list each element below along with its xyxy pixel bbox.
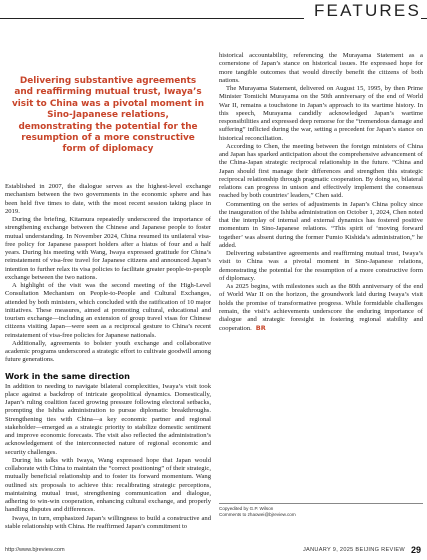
footer-url[interactable]: http://www.bjreview.com	[5, 547, 65, 553]
section-heading: Work in the same direction	[5, 370, 130, 381]
paragraph-last	[219, 283, 423, 334]
paragraph-text: As 2025 begins, with milestones such as the 80th anniversary of the end of World War II on the horizon, the groundwork laid during Iwaya’s visit holds the promise of transformative progress. While formidable challenges remain, the visit’s achievements underscore the enduring importance of dialogue and strategic foresight in fostering regional stability and cooperation.	[219, 283, 423, 333]
paragraph: A highlight of the visit was the second meeting of the High-Level Consultation Mechanism on People-to-People and Cultural Exchanges, attended by both ministers, which concluded with the ratification of 10 major initiatives. These measures, aimed at promoting cultural, educational and tourism exchange—including an extension of group travel visas for Chinese citizens visiting Japan—were seen as a reciprocal gesture to China’s recent reinstatement of visa-free policies for Japanese nationals.	[5, 282, 211, 339]
credits	[219, 503, 423, 519]
paragraph: Additionally, agreements to bolster youth exchange and collaborative academic programs underscored a strategic effort to cultivate goodwill among future generations.	[5, 339, 211, 364]
copyedit-credit: Copyedited by G.P. Wilson	[219, 506, 274, 511]
left-column	[5, 183, 211, 531]
comments-contact: Comments to zhaowei@bjreview.com	[219, 512, 296, 518]
paragraph: During his talks with Iwaya, Wang expressed hope that Japan would collaborate with China to maintain the “correct positioning” of their strategic, mutually beneficial relationship and to foster its forward momentum. Wang outlined six proposals to achieve this: recalibrating strategic perceptions, maintaining mutual trust, strengthening communication and dialogue, adhering to win-win cooperation, enhancing cultural exchange, and properly handling disputes and differences.	[5, 456, 211, 514]
section-label: FEATURES	[304, 2, 421, 20]
paragraph: historical accountability, referencing the Murayama Statement as a cornerstone of Japan’s stance on historical issues. He expressed hope for more tangible outcomes that would directly benefit the citizens of both nations.	[219, 52, 423, 84]
paragraph: According to Chen, the meeting between the foreign ministers of China and Japan has sparked anticipation about the comprehensive advancement of the China-Japan strategic reciprocal relationship in the future. “China and Japan should first manage their differences and strengthen this strategic reciprocal relationship through pragmatic cooperation. By doing so, bilateral relations can progress in unison and effectively implement the consensus reached by both countries’ leaders,” Chen said.	[219, 142, 423, 200]
paragraph: Delivering substantive agreements and reaffirming mutual trust, Iwaya’s visit to China was a pivotal moment in Sino-Japanese relations, demonstrating the potential for the resumption of a more constructive form of diplomacy.	[219, 250, 423, 282]
paragraph: During the briefing, Kitamura repeatedly underscored the importance of strengthening exchange between the Chinese and Japanese people to foster mutual understanding. In November 2024, China resumed its unilateral visa-free policy for Japanese passport holders after a hiatus of four and a half years. During his meeting with Wang, Iwaya expressed gratitude for China’s reinstatement of visa-free travel for Japanese citizens and announced Japan’s intention to further relax its visa policies to facilitate greater people-to-people exchange between the two nations.	[5, 216, 211, 281]
paragraph: The Murayama Statement, delivered on August 15, 1995, by then Prime Minister Tomiichi Murayama on the 50th anniversary of the end of World War II, remains a touchstone in Japan’s approach to its wartime history. In this speech, Murayama candidly acknowledged Japan’s wartime responsibilities and expressed deep remorse for the “tremendous damage and suffering” inflicted during the war, setting a precedent for Japan’s stance on historical reconciliation.	[219, 85, 423, 142]
paragraph: In addition to needing to navigate bilateral complexities, Iwaya’s visit took place against a backdrop of intricate geopolitical dynamics. Domestically, Japan’s ruling coalition faced growing pressure following electoral setbacks, prompting the Ishiba administration to pursue diplomatic breakthroughs. Strengthening ties with China—a key economic partner and regional stakeholder—emerged as a strategic priority to stabilize domestic sentiment and improve economic forecasts. The visit also reflected the administration’s acknowledgement of the interconnected nature of regional economic and security challenges.	[5, 382, 211, 456]
footer-issue: JANUARY 9, 2025 BEIJING REVIEW	[302, 547, 405, 553]
paragraph: Established in 2007, the dialogue serves as the highest-level exchange mechanism between the two governments in the economic sphere and has been held five times to date, with the most recent session taking place in 2019.	[5, 183, 211, 215]
end-mark: BR	[255, 324, 266, 333]
pull-quote: Delivering substantive agreements and reaffirming mutual trust, Iwaya’s visit to China was a pivotal moment in Sino-Japanese relations, demonstrating the potential for the resumption of a more constructive form of diplomacy	[11, 76, 205, 155]
paragraph: Commenting on the series of adjustments in Japan’s China policy since the inauguration of the Ishiba administration on October 1, 2024, Chen noted that the interplay of internal and external dynamics has fostered positive momentum in Sino-Japanese relations. “This spirit of ‘moving forward together’ was absent during the former Fumio Kishida’s administration,” he added.	[219, 200, 423, 249]
paragraph: Iwaya, in turn, emphasized Japan’s willingness to build a constructive and stable relationship with China. He reaffirmed Japan’s commitment to	[5, 514, 211, 530]
page-number: 29	[410, 545, 421, 555]
page-footer	[5, 545, 421, 557]
right-column	[219, 52, 423, 334]
